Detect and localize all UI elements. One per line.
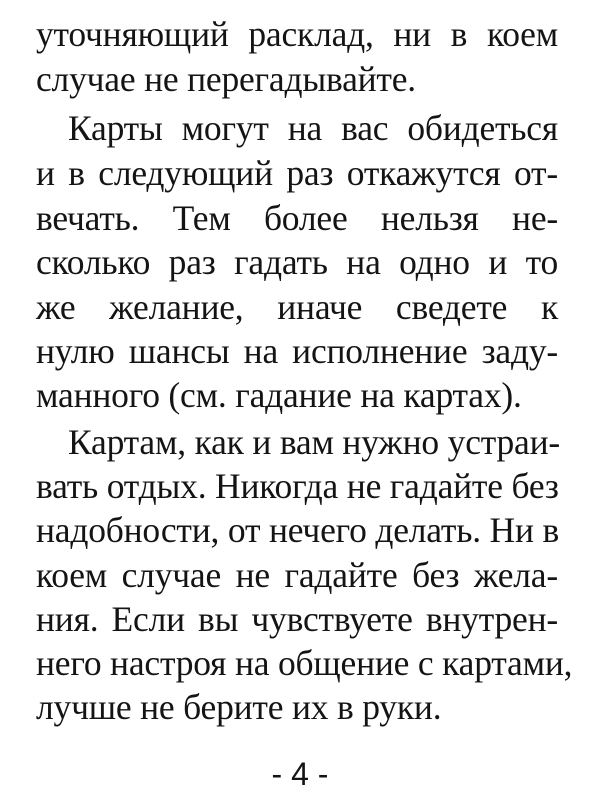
text-line: Картам, как и вам нужно устраи- (68, 422, 561, 462)
page-number: - 4 - (271, 756, 329, 792)
text-line: коем случае не гадайте без жела- (36, 555, 558, 595)
text-line: лучше не берите их в руки. (36, 687, 442, 727)
text-line: уточняющий расклад, ни в коем (36, 14, 558, 54)
text-line: Карты могут на вас обидеться (68, 108, 558, 148)
text-line: сколько раз гадать на одно и то (36, 242, 558, 282)
text-line: него настроя на общение с картами, (36, 643, 573, 683)
text-line: же желание, иначе сведете к (36, 287, 558, 327)
text-line: вечать. Тем более нельзя не- (36, 198, 558, 238)
text-line: случае не перегадывайте. (36, 59, 416, 99)
text-line: и в следующий раз откажутся от- (36, 153, 558, 193)
text-line: ния. Если вы чувствуете внутрен- (36, 599, 558, 639)
text-line: манного (см. гадание на картах). (36, 375, 522, 415)
text-line: нулю шансы на исполнение заду- (36, 331, 558, 371)
text-line: вать отдых. Никогда не гадайте без (36, 466, 559, 506)
text-line: надобности, от нечего делать. Ни в (36, 510, 560, 550)
